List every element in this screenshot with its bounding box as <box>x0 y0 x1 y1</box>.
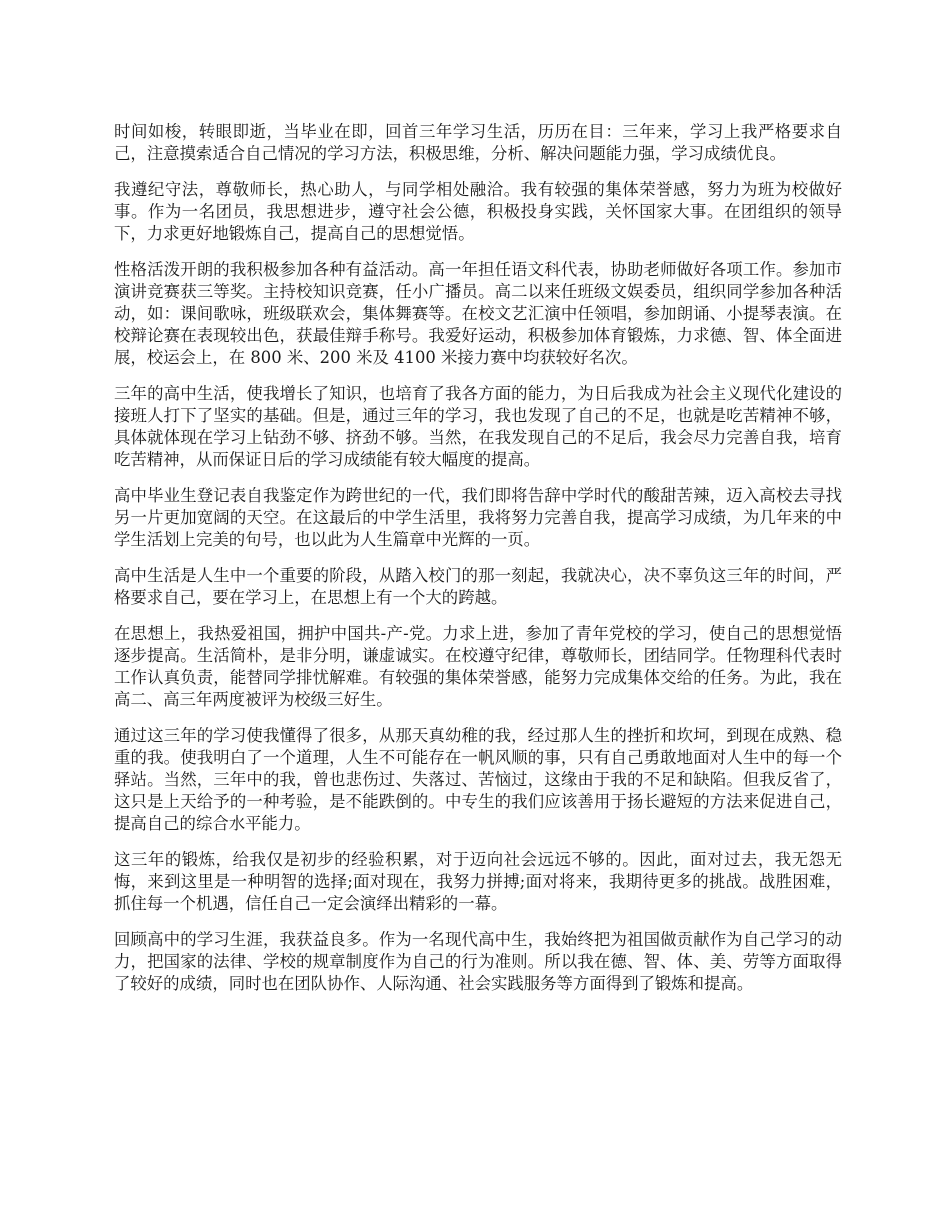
paragraph-8: 通过这三年的学习使我懂得了很多，从那天真幼稚的我，经过那人生的挫折和坎坷，到现在成熟、稳重的我。使我明白了一个道理，人生不可能存在一帆风顺的事，只有自己勇敢地面对人生中的每一个驿站。当然，三年中的我，曾也悲伤过、失落过、苦恼过，这缘由于我的不足和缺陷。但我反省了，这只是上天给予的一种考验，是不能跌倒的。中专生的我们应该善用于扬长避短的方法来促进自己，提高自己的综合水平能力。 <box>114 726 842 833</box>
paragraph-5: 高中毕业生登记表自我鉴定作为跨世纪的一代，我们即将告辞中学时代的酸甜苦辣，迈入高校去寻找另一片更加宽阔的天空。在这最后的中学生活里，我将努力完善自我，提高学习成绩，为几年来的中学生活划上完美的句号，也以此为人生篇章中光辉的一页。 <box>114 486 842 549</box>
paragraph-6: 高中生活是人生中一个重要的阶段，从踏入校门的那一刻起，我就决心，决不辜负这三年的时间，严格要求自己，要在学习上，在思想上有一个大的跨越。 <box>114 566 842 607</box>
paragraph-2: 我遵纪守法，尊敬师长，热心助人，与同学相处融洽。我有较强的集体荣誉感，努力为班为校做好事。作为一名团员，我思想进步，遵守社会公德，积极投身实践，关怀国家大事。在团组织的领导下，力求更好地锻炼自己，提高自己的思想觉悟。 <box>114 180 842 243</box>
paragraph-4: 三年的高中生活，使我增长了知识，也培育了我各方面的能力，为日后我成为社会主义现代化建设的接班人打下了坚实的基础。但是，通过三年的学习，我也发现了自己的不足，也就是吃苦精神不够，具体就体现在学习上钻劲不够、挤劲不够。当然，在我发现自己的不足后，我会尽力完善自我，培育吃苦精神，从而保证日后的学习成绩能有较大幅度的提高。 <box>114 384 842 469</box>
paragraph-9: 这三年的锻炼，给我仅是初步的经验积累，对于迈向社会远远不够的。因此，面对过去，我无怨无悔，来到这里是一种明智的选择;面对现在，我努力拼搏;面对将来，我期待更多的挑战。战胜困难，抓住每一个机遇，信任自己一定会演绎出精彩的一幕。 <box>114 850 842 913</box>
document-body <box>114 121 842 1009</box>
paragraph-3: 性格活泼开朗的我积极参加各种有益活动。高一年担任语文科代表，协助老师做好各项工作。参加市演讲竞赛获三等奖。主持校知识竞赛，任小广播员。高二以来任班级文娱委员，组织同学参加各种活动，如：课间歌咏，班级联欢会，集体舞赛等。在校文艺汇演中任领唱，参加朗诵、小提琴表演。在校辩论赛在表现较出色，获最佳辩手称号。我爱好运动，积极参加体育锻炼，力求德、智、体全面进展，校运会上，在 800 米、200 米及 4100 米接力赛中均获较好名次。 <box>114 260 842 367</box>
paragraph-10: 回顾高中的学习生涯，我获益良多。作为一名现代高中生，我始终把为祖国做贡献作为自己学习的动力，把国家的法律、学校的规章制度作为自己的行为准则。所以我在德、智、体、美、劳等方面取得了较好的成绩，同时也在团队协作、人际沟通、社会实践服务等方面得到了锻炼和提高。 <box>114 930 842 993</box>
paragraph-7: 在思想上，我热爱祖国，拥护中国共-产-党。力求上进，参加了青年党校的学习，使自己的思想觉悟逐步提高。生活简朴，是非分明，谦虚诚实。在校遵守纪律，尊敬师长，团结同学。任物理科代表时工作认真负责，能替同学排忧解难。有较强的集体荣誉感，能努力完成集体交给的任务。为此，我在高二、高三年两度被评为校级三好生。 <box>114 624 842 709</box>
paragraph-1: 时间如梭，转眼即逝，当毕业在即，回首三年学习生活，历历在目：三年来，学习上我严格要求自己，注意摸索适合自己情况的学习方法，积极思维，分析、解决问题能力强，学习成绩优良。 <box>114 122 842 163</box>
